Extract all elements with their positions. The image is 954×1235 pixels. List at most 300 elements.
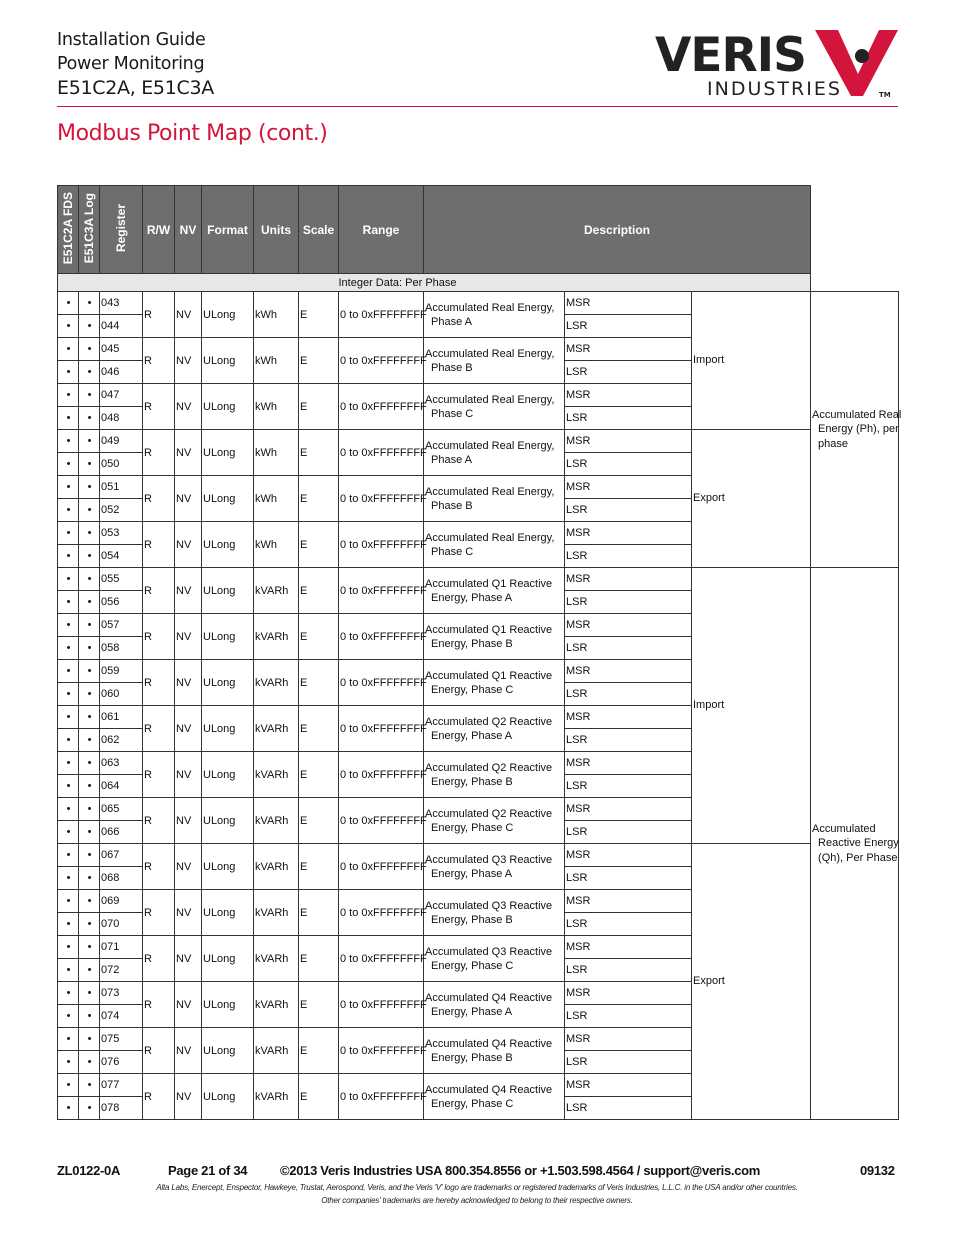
scale-cell: E	[299, 522, 339, 568]
register-half-label: LSR	[565, 821, 692, 844]
format-cell: ULong	[202, 614, 254, 660]
nv-cell: NV	[175, 890, 202, 936]
register-number: 057	[100, 614, 143, 637]
format-cell: ULong	[202, 1028, 254, 1074]
rw-cell: R	[143, 568, 175, 614]
description-line: Accumulated Real Energy,	[425, 531, 555, 544]
log-bullet: •	[79, 729, 100, 752]
col-header-range: Range	[339, 186, 424, 274]
fds-bullet: •	[58, 1097, 79, 1120]
description-cell	[424, 660, 565, 706]
fds-bullet: •	[58, 407, 79, 430]
units-cell: kVARh	[254, 982, 299, 1028]
scale-cell: E	[299, 660, 339, 706]
register-number: 054	[100, 545, 143, 568]
register-half-label: LSR	[565, 591, 692, 614]
description-line: Accumulated Q2 Reactive	[425, 807, 553, 820]
units-cell: kVARh	[254, 1074, 299, 1120]
format-cell: ULong	[202, 660, 254, 706]
nv-cell: NV	[175, 1028, 202, 1074]
register-number: 047	[100, 384, 143, 407]
rw-cell: R	[143, 844, 175, 890]
log-bullet: •	[79, 959, 100, 982]
description-line: Accumulated Q2 Reactive	[425, 761, 553, 774]
col-header-fds: E51C2A FDS	[58, 186, 79, 274]
register-half-label: LSR	[565, 453, 692, 476]
units-cell: kWh	[254, 338, 299, 384]
nv-cell: NV	[175, 844, 202, 890]
units-cell: kVARh	[254, 1028, 299, 1074]
description-line: Energy, Phase B	[431, 637, 513, 650]
page-title: Modbus Point Map (cont.)	[57, 121, 328, 146]
description-line: Energy, Phase A	[431, 867, 513, 880]
section-row	[58, 274, 899, 292]
format-cell: ULong	[202, 384, 254, 430]
fds-bullet: •	[58, 499, 79, 522]
log-bullet: •	[79, 890, 100, 913]
table-header-row	[58, 186, 899, 274]
register-half-label: LSR	[565, 407, 692, 430]
format-cell: ULong	[202, 522, 254, 568]
scale-cell: E	[299, 752, 339, 798]
register-half-label: MSR	[565, 1074, 692, 1097]
register-number: 071	[100, 936, 143, 959]
description-line: Accumulated Real Energy,	[425, 301, 555, 314]
description-line: Energy, Phase C	[431, 683, 514, 696]
units-cell: kWh	[254, 522, 299, 568]
fds-bullet: •	[58, 384, 79, 407]
register-number: 061	[100, 706, 143, 729]
fds-bullet: •	[58, 1028, 79, 1051]
fds-bullet: •	[58, 752, 79, 775]
units-cell: kVARh	[254, 752, 299, 798]
register-half-label: MSR	[565, 384, 692, 407]
log-bullet: •	[79, 821, 100, 844]
log-bullet: •	[79, 315, 100, 338]
log-bullet: •	[79, 384, 100, 407]
description-cell	[424, 706, 565, 752]
register-half-label: MSR	[565, 982, 692, 1005]
register-half-label: LSR	[565, 775, 692, 798]
units-cell: kVARh	[254, 798, 299, 844]
units-cell: kVARh	[254, 660, 299, 706]
description-line: Phase A	[431, 315, 472, 328]
register-half-label: LSR	[565, 867, 692, 890]
description-cell	[424, 338, 565, 384]
register-half-label: MSR	[565, 660, 692, 683]
scale-cell: E	[299, 890, 339, 936]
rw-cell: R	[143, 476, 175, 522]
footer-trademark-notice: Alta Labs, Enercept, Enspector, Hawkeye, Trustat, Aerospond, Veris, and the Veris 'V' logo are trademarks or registered trademarks of Veris Industries, L.L.C. in the USA and/or other countries.	[156, 1183, 798, 1192]
description-cell	[424, 844, 565, 890]
description-line: Accumulated Q1 Reactive	[425, 623, 553, 636]
log-bullet: •	[79, 913, 100, 936]
log-bullet: •	[79, 499, 100, 522]
register-number: 067	[100, 844, 143, 867]
log-bullet: •	[79, 1051, 100, 1074]
range-cell: 0 to 0xFFFFFFFF	[339, 844, 424, 890]
table-row	[58, 430, 899, 453]
log-bullet: •	[79, 453, 100, 476]
log-bullet: •	[79, 522, 100, 545]
description-line: Accumulated Q4 Reactive	[425, 1083, 553, 1096]
col-header-description: Description	[424, 186, 811, 274]
section-label: Integer Data: Per Phase	[424, 274, 811, 292]
description-line: Phase C	[431, 545, 474, 558]
energy-direction: Import	[692, 292, 811, 430]
register-number: 043	[100, 292, 143, 315]
description-line: Energy, Phase A	[431, 591, 513, 604]
register-half-label: MSR	[565, 430, 692, 453]
register-number: 058	[100, 637, 143, 660]
group-label-line: Energy (Ph), per	[818, 423, 899, 436]
fds-bullet: •	[58, 821, 79, 844]
footer-contact: ©2013 Veris Industries USA 800.354.8556 or +1.503.598.4564 / support@veris.com	[280, 1163, 761, 1178]
register-number: 048	[100, 407, 143, 430]
register-half-label: MSR	[565, 798, 692, 821]
log-bullet: •	[79, 982, 100, 1005]
range-cell: 0 to 0xFFFFFFFF	[339, 1074, 424, 1120]
description-line: Phase B	[431, 361, 473, 374]
format-cell: ULong	[202, 568, 254, 614]
rw-cell: R	[143, 890, 175, 936]
register-number: 070	[100, 913, 143, 936]
veris-logo	[655, 26, 900, 100]
range-cell: 0 to 0xFFFFFFFF	[339, 660, 424, 706]
scale-cell: E	[299, 568, 339, 614]
register-number: 044	[100, 315, 143, 338]
footer-code: 09132	[860, 1163, 895, 1178]
range-cell: 0 to 0xFFFFFFFF	[339, 982, 424, 1028]
units-cell: kVARh	[254, 614, 299, 660]
fds-bullet: •	[58, 1051, 79, 1074]
format-cell: ULong	[202, 890, 254, 936]
log-bullet: •	[79, 1005, 100, 1028]
logo-subtitle: INDUSTRIES	[707, 78, 842, 100]
document-header	[57, 28, 214, 100]
nv-cell: NV	[175, 384, 202, 430]
description-line: Accumulated Q3 Reactive	[425, 899, 553, 912]
range-cell: 0 to 0xFFFFFFFF	[339, 752, 424, 798]
register-half-label: LSR	[565, 637, 692, 660]
fds-bullet: •	[58, 430, 79, 453]
rw-cell: R	[143, 1028, 175, 1074]
group-label-line: Accumulated Real	[812, 408, 902, 421]
group-label-line: Accumulated	[812, 822, 876, 835]
description-line: Accumulated Real Energy,	[425, 485, 555, 498]
format-cell: ULong	[202, 1074, 254, 1120]
rw-cell: R	[143, 614, 175, 660]
register-half-label: LSR	[565, 1051, 692, 1074]
rw-cell: R	[143, 430, 175, 476]
format-cell: ULong	[202, 338, 254, 384]
logo-dot	[855, 49, 869, 63]
header-line-guide: Installation Guide	[57, 30, 206, 50]
units-cell: kVARh	[254, 890, 299, 936]
fds-bullet: •	[58, 637, 79, 660]
units-cell: kWh	[254, 292, 299, 338]
register-half-label: MSR	[565, 1028, 692, 1051]
scale-cell: E	[299, 614, 339, 660]
table-row	[58, 568, 899, 591]
logo-trademark: TM	[879, 91, 891, 99]
range-cell: 0 to 0xFFFFFFFF	[339, 338, 424, 384]
range-cell: 0 to 0xFFFFFFFF	[339, 430, 424, 476]
col-header-units: Units	[254, 186, 299, 274]
fds-bullet: •	[58, 936, 79, 959]
scale-cell: E	[299, 936, 339, 982]
description-line: Accumulated Q2 Reactive	[425, 715, 553, 728]
log-bullet: •	[79, 660, 100, 683]
description-line: Accumulated Q3 Reactive	[425, 853, 553, 866]
rw-cell: R	[143, 660, 175, 706]
description-cell	[424, 1074, 565, 1120]
description-line: Energy, Phase B	[431, 1051, 513, 1064]
energy-direction: Export	[692, 430, 811, 568]
register-half-label: MSR	[565, 338, 692, 361]
log-bullet: •	[79, 361, 100, 384]
register-number: 052	[100, 499, 143, 522]
group-label-line: (Qh), Per Phase	[818, 851, 898, 864]
rw-cell: R	[143, 292, 175, 338]
register-number: 063	[100, 752, 143, 775]
description-line: Accumulated Real Energy,	[425, 393, 555, 406]
description-line: Accumulated Q4 Reactive	[425, 991, 553, 1004]
description-line: Energy, Phase A	[431, 1005, 513, 1018]
register-half-label: LSR	[565, 1005, 692, 1028]
description-line: Energy, Phase C	[431, 1097, 514, 1110]
register-number: 051	[100, 476, 143, 499]
description-line: Phase B	[431, 499, 473, 512]
nv-cell: NV	[175, 1074, 202, 1120]
register-half-label: MSR	[565, 292, 692, 315]
footer-doc-id: ZL0122-0A	[57, 1163, 121, 1178]
description-cell	[424, 568, 565, 614]
description-cell	[424, 798, 565, 844]
group-label-line: phase	[818, 437, 849, 450]
register-number: 049	[100, 430, 143, 453]
fds-bullet: •	[58, 545, 79, 568]
fds-bullet: •	[58, 890, 79, 913]
log-bullet: •	[79, 867, 100, 890]
description-cell	[424, 752, 565, 798]
description-cell	[424, 1028, 565, 1074]
fds-bullet: •	[58, 729, 79, 752]
nv-cell: NV	[175, 982, 202, 1028]
units-cell: kVARh	[254, 706, 299, 752]
description-line: Accumulated Real Energy,	[425, 439, 555, 452]
col-header-format: Format	[202, 186, 254, 274]
footer-trademark-ack: Other companies' trademarks are hereby acknowledged to belong to their respective owners.	[321, 1196, 633, 1205]
nv-cell: NV	[175, 936, 202, 982]
format-cell: ULong	[202, 844, 254, 890]
log-bullet: •	[79, 591, 100, 614]
register-half-label: MSR	[565, 936, 692, 959]
scale-cell: E	[299, 982, 339, 1028]
register-half-label: MSR	[565, 522, 692, 545]
rw-cell: R	[143, 752, 175, 798]
register-number: 053	[100, 522, 143, 545]
units-cell: kVARh	[254, 936, 299, 982]
register-number: 050	[100, 453, 143, 476]
scale-cell: E	[299, 476, 339, 522]
register-half-label: MSR	[565, 752, 692, 775]
description-line: Accumulated Real Energy,	[425, 347, 555, 360]
format-cell: ULong	[202, 476, 254, 522]
logo-wordmark: VERIS	[655, 28, 807, 83]
scale-cell: E	[299, 1028, 339, 1074]
scale-cell: E	[299, 844, 339, 890]
register-number: 078	[100, 1097, 143, 1120]
description-line: Energy, Phase A	[431, 729, 513, 742]
description-cell	[424, 614, 565, 660]
range-cell: 0 to 0xFFFFFFFF	[339, 614, 424, 660]
log-bullet: •	[79, 1074, 100, 1097]
table-row	[58, 292, 899, 315]
fds-bullet: •	[58, 614, 79, 637]
fds-bullet: •	[58, 1005, 79, 1028]
register-number: 068	[100, 867, 143, 890]
register-half-label: LSR	[565, 545, 692, 568]
nv-cell: NV	[175, 292, 202, 338]
description-line: Phase C	[431, 407, 474, 420]
scale-cell: E	[299, 798, 339, 844]
fds-bullet: •	[58, 913, 79, 936]
register-half-label: MSR	[565, 844, 692, 867]
format-cell: ULong	[202, 798, 254, 844]
measurement-group	[811, 292, 902, 568]
fds-bullet: •	[58, 683, 79, 706]
format-cell: ULong	[202, 982, 254, 1028]
description-cell	[424, 430, 565, 476]
description-line: Accumulated Q1 Reactive	[425, 669, 553, 682]
log-bullet: •	[79, 1028, 100, 1051]
measurement-group	[811, 568, 899, 1120]
fds-bullet: •	[58, 568, 79, 591]
nv-cell: NV	[175, 430, 202, 476]
description-cell	[424, 384, 565, 430]
nv-cell: NV	[175, 752, 202, 798]
fds-bullet: •	[58, 453, 79, 476]
register-half-label: MSR	[565, 614, 692, 637]
units-cell: kVARh	[254, 844, 299, 890]
fds-bullet: •	[58, 1074, 79, 1097]
register-number: 064	[100, 775, 143, 798]
fds-bullet: •	[58, 775, 79, 798]
fds-bullet: •	[58, 522, 79, 545]
description-line: Energy, Phase B	[431, 775, 513, 788]
nv-cell: NV	[175, 798, 202, 844]
range-cell: 0 to 0xFFFFFFFF	[339, 1028, 424, 1074]
register-number: 076	[100, 1051, 143, 1074]
description-line: Accumulated Q3 Reactive	[425, 945, 553, 958]
log-bullet: •	[79, 430, 100, 453]
register-number: 062	[100, 729, 143, 752]
header-line-models: E51C2A, E51C3A	[57, 77, 214, 99]
nv-cell: NV	[175, 476, 202, 522]
register-number: 046	[100, 361, 143, 384]
log-bullet: •	[79, 637, 100, 660]
table-row	[58, 844, 899, 867]
log-bullet: •	[79, 476, 100, 499]
fds-bullet: •	[58, 982, 79, 1005]
col-header-rw: R/W	[143, 186, 175, 274]
nv-cell: NV	[175, 706, 202, 752]
log-bullet: •	[79, 568, 100, 591]
log-bullet: •	[79, 798, 100, 821]
register-number: 060	[100, 683, 143, 706]
scale-cell: E	[299, 338, 339, 384]
log-bullet: •	[79, 844, 100, 867]
register-number: 077	[100, 1074, 143, 1097]
range-cell: 0 to 0xFFFFFFFF	[339, 936, 424, 982]
register-half-label: MSR	[565, 706, 692, 729]
nv-cell: NV	[175, 338, 202, 384]
log-bullet: •	[79, 775, 100, 798]
fds-bullet: •	[58, 292, 79, 315]
fds-bullet: •	[58, 660, 79, 683]
register-half-label: MSR	[565, 476, 692, 499]
nv-cell: NV	[175, 568, 202, 614]
description-cell	[424, 936, 565, 982]
fds-bullet: •	[58, 706, 79, 729]
format-cell: ULong	[202, 936, 254, 982]
fds-bullet: •	[58, 867, 79, 890]
description-line: Phase A	[431, 453, 472, 466]
modbus-point-map-table	[57, 185, 902, 1120]
rw-cell: R	[143, 798, 175, 844]
register-number: 069	[100, 890, 143, 913]
description-cell	[424, 476, 565, 522]
rw-cell: R	[143, 384, 175, 430]
rw-cell: R	[143, 338, 175, 384]
col-header-log: E51C3A Log	[79, 186, 100, 274]
rw-cell: R	[143, 522, 175, 568]
register-number: 056	[100, 591, 143, 614]
fds-bullet: •	[58, 315, 79, 338]
fds-bullet: •	[58, 798, 79, 821]
range-cell: 0 to 0xFFFFFFFF	[339, 384, 424, 430]
fds-bullet: •	[58, 591, 79, 614]
energy-direction: Import	[692, 568, 811, 844]
rw-cell: R	[143, 706, 175, 752]
log-bullet: •	[79, 706, 100, 729]
log-bullet: •	[79, 936, 100, 959]
format-cell: ULong	[202, 752, 254, 798]
scale-cell: E	[299, 706, 339, 752]
fds-bullet: •	[58, 959, 79, 982]
register-half-label: LSR	[565, 315, 692, 338]
format-cell: ULong	[202, 706, 254, 752]
header-divider	[57, 106, 898, 107]
fds-bullet: •	[58, 361, 79, 384]
scale-cell: E	[299, 292, 339, 338]
register-number: 075	[100, 1028, 143, 1051]
units-cell: kWh	[254, 430, 299, 476]
col-header-register: Register	[100, 186, 143, 274]
register-number: 045	[100, 338, 143, 361]
description-line: Accumulated Q4 Reactive	[425, 1037, 553, 1050]
fds-bullet: •	[58, 476, 79, 499]
col-header-nv: NV	[175, 186, 202, 274]
energy-direction: Export	[692, 844, 811, 1120]
register-half-label: LSR	[565, 1097, 692, 1120]
log-bullet: •	[79, 752, 100, 775]
header-line-category: Power Monitoring	[57, 54, 205, 74]
register-half-label: LSR	[565, 683, 692, 706]
log-bullet: •	[79, 545, 100, 568]
nv-cell: NV	[175, 660, 202, 706]
